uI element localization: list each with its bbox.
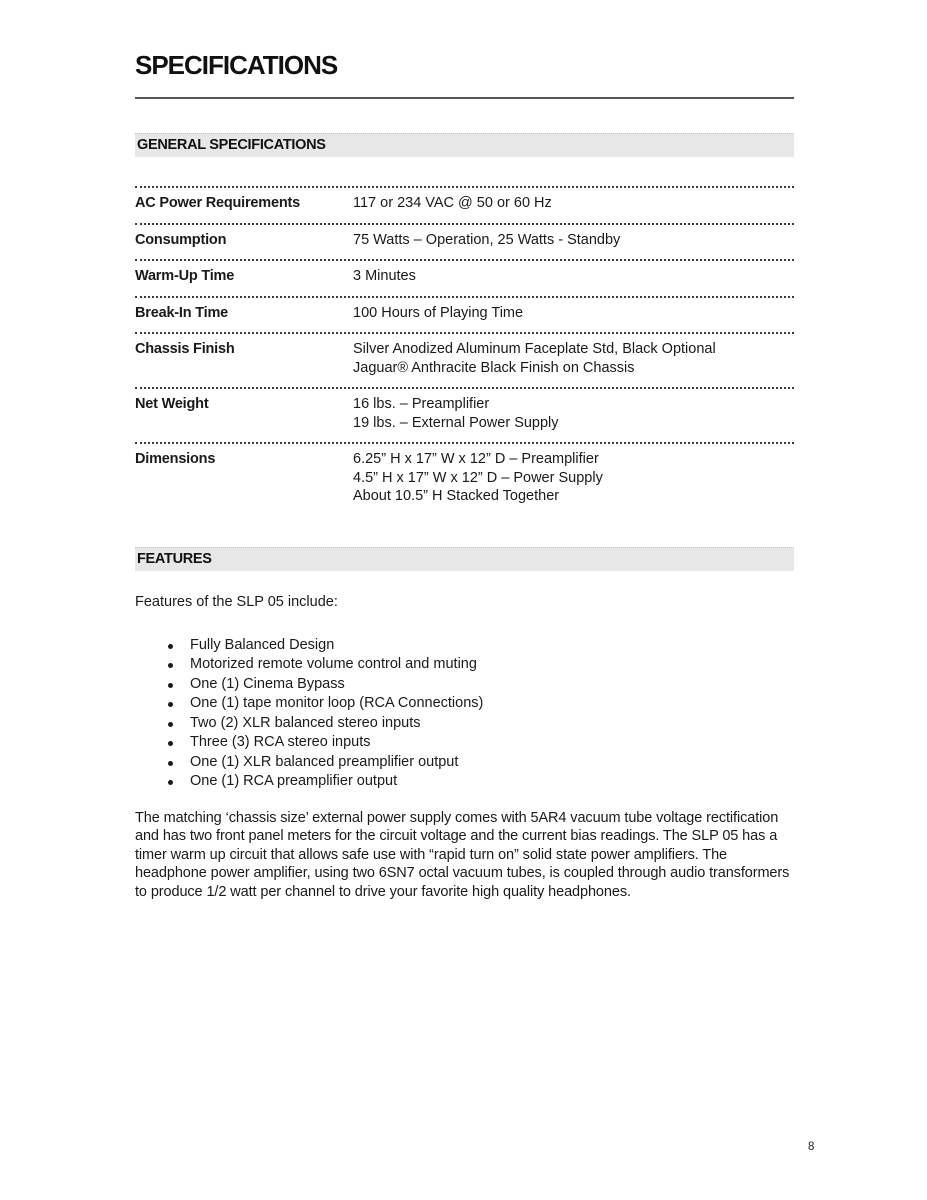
- spec-value-line: Jaguar® Anthracite Black Finish on Chassis: [353, 359, 635, 376]
- spec-label: AC Power Requirements: [135, 195, 301, 212]
- bullet-icon: [168, 722, 173, 727]
- bullet-icon: [168, 761, 173, 766]
- features-list: [135, 636, 794, 792]
- spec-value: [353, 450, 794, 506]
- spec-table: [135, 186, 794, 516]
- spec-row-consumption: [135, 223, 794, 260]
- spec-label: Chassis Finish: [135, 341, 235, 358]
- bullet-icon: [168, 780, 173, 785]
- list-item: [135, 675, 794, 695]
- spec-label: Consumption: [135, 231, 227, 248]
- list-item: [135, 772, 794, 792]
- list-item: [135, 753, 794, 773]
- spec-value-line: About 10.5” H Stacked Together: [353, 488, 560, 505]
- spec-label: Break-In Time: [135, 304, 229, 321]
- bullet-icon: [168, 741, 173, 746]
- spec-row-dimensions: [135, 442, 794, 516]
- list-item-label: Two (2) XLR balanced stereo inputs: [190, 714, 421, 731]
- spec-value-line: 100 Hours of Playing Time: [353, 304, 524, 321]
- list-item-label: One (1) RCA preamplifier output: [190, 773, 398, 790]
- spec-value-line: 4.5” H x 17” W x 12” D – Power Supply: [353, 469, 603, 486]
- spec-value-line: 6.25” H x 17” W x 12” D – Preamplifier: [353, 451, 599, 468]
- list-item: [135, 714, 794, 734]
- list-item: [135, 694, 794, 714]
- spec-value: [353, 267, 794, 286]
- spec-row-break-in-time: [135, 296, 794, 333]
- bullet-icon: [168, 683, 173, 688]
- bullet-icon: [168, 644, 173, 649]
- spec-label: Dimensions: [135, 451, 216, 468]
- list-item-label: Fully Balanced Design: [190, 636, 335, 653]
- list-item-label: One (1) tape monitor loop (RCA Connections): [190, 695, 484, 712]
- list-item: [135, 655, 794, 675]
- section-heading-features: FEATURES: [135, 547, 794, 571]
- spec-value-line: 75 Watts – Operation, 25 Watts - Standby: [353, 231, 621, 248]
- bullet-icon: [168, 702, 173, 707]
- spec-row-warm-up-time: [135, 259, 794, 296]
- spec-value: [353, 194, 794, 213]
- title-underline: [135, 97, 794, 99]
- page-content: [135, 0, 794, 901]
- spec-value: [353, 231, 794, 250]
- spec-value-line: 16 lbs. – Preamplifier: [353, 396, 490, 413]
- list-item-label: Three (3) RCA stereo inputs: [190, 734, 371, 751]
- list-item-label: One (1) XLR balanced preamplifier output: [190, 753, 459, 770]
- spec-value-line: 117 or 234 VAC @ 50 or 60 Hz: [353, 195, 552, 212]
- bullet-icon: [168, 663, 173, 668]
- spec-label: Warm-Up Time: [135, 268, 235, 285]
- spec-value-line: Silver Anodized Aluminum Faceplate Std, Black Optional: [353, 341, 716, 358]
- spec-value: [353, 304, 794, 323]
- features-intro: Features of the SLP 05 include:: [135, 593, 338, 610]
- list-item: [135, 733, 794, 753]
- list-item: [135, 636, 794, 656]
- spec-value: [353, 395, 794, 432]
- spec-label: Net Weight: [135, 396, 209, 413]
- page-number: 8: [808, 1141, 815, 1153]
- spec-value: [353, 340, 794, 377]
- spec-value-line: 19 lbs. – External Power Supply: [353, 414, 559, 431]
- spec-row-chassis-finish: [135, 332, 794, 387]
- spec-row-ac-power: [135, 186, 794, 223]
- list-item-label: One (1) Cinema Bypass: [190, 675, 345, 692]
- list-item-label: Motorized remote volume control and muting: [190, 656, 477, 673]
- spec-row-net-weight: [135, 387, 794, 442]
- spec-value-line: 3 Minutes: [353, 268, 416, 285]
- section-heading-general: GENERAL SPECIFICATIONS: [135, 133, 794, 157]
- features-paragraph: The matching ‘chassis size’ external power supply comes with 5AR4 vacuum tube voltage rectification and has two front panel meters for the circuit voltage and the current bias readings. The SLP 05 has a timer warm up circuit that allows safe use with “rapid turn on” solid state power amplifiers. The headphone power amplifier, using two 6SN7 octal vacuum tubes, is coupled through audio transformers to produce 1/2 watt per channel to drive your favorite high quality headphones.: [135, 809, 790, 900]
- page-title: SPECIFICATIONS: [135, 50, 338, 80]
